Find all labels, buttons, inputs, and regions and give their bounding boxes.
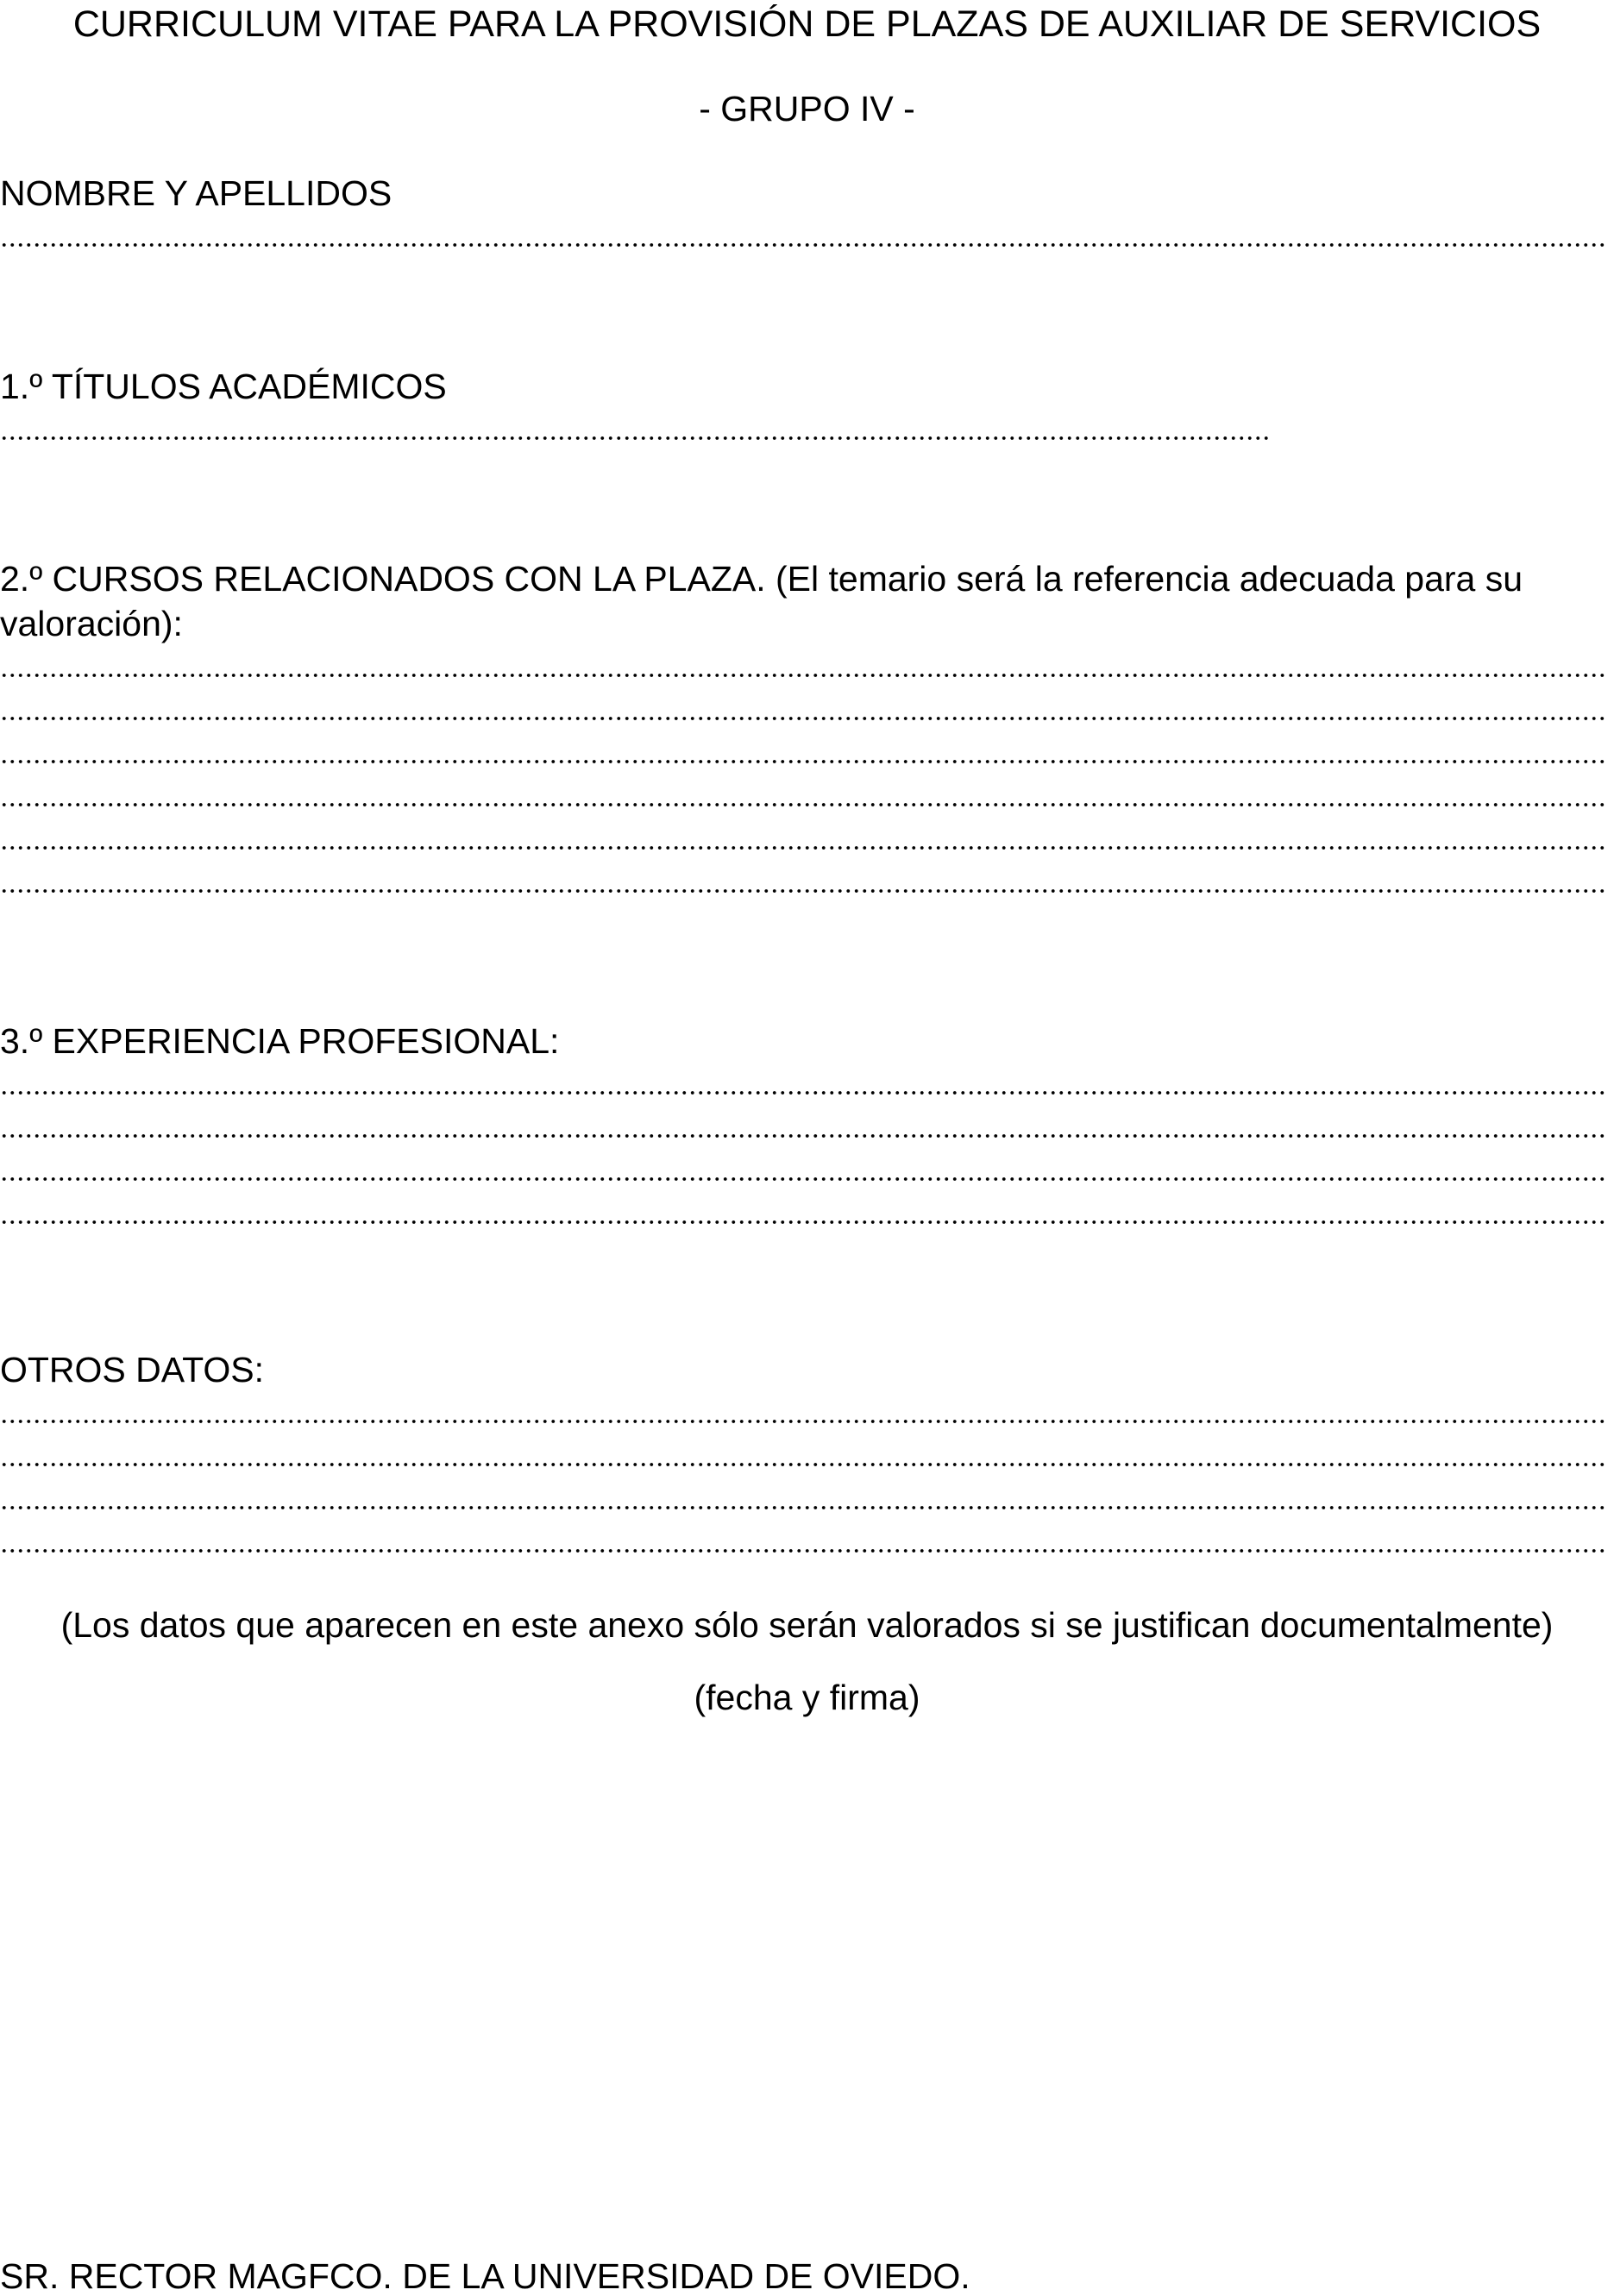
section-courses-heading — [0, 556, 1614, 601]
courses-fill-line[interactable] — [0, 716, 1606, 721]
document-subtitle: - GRUPO IV - — [699, 89, 915, 129]
courses-fill-line[interactable] — [0, 759, 1606, 764]
section-courses-line-2: valoración): — [0, 604, 183, 643]
date-signature-label: (fecha y firma) — [694, 1678, 920, 1717]
other-data-fill-line[interactable] — [0, 1419, 1606, 1424]
academic-titles-fill-line[interactable] — [0, 436, 1272, 441]
experience-fill-line[interactable] — [0, 1176, 1606, 1182]
document-title: CURRICULUM VITAE PARA LA PROVISIÓN DE PLAZAS DE AUXILIAR DE SERVICIOS — [72, 3, 1542, 45]
courses-fill-line[interactable] — [0, 845, 1606, 850]
name-label: NOMBRE Y APELLIDOS — [0, 173, 393, 213]
section-other-data: OTROS DATOS: — [0, 1350, 265, 1390]
courses-fill-line[interactable] — [0, 888, 1606, 894]
other-data-fill-line[interactable] — [0, 1505, 1606, 1510]
courses-fill-line[interactable] — [0, 673, 1606, 678]
experience-fill-line[interactable] — [0, 1090, 1606, 1095]
experience-fill-line[interactable] — [0, 1220, 1606, 1225]
other-data-fill-line[interactable] — [0, 1548, 1606, 1553]
section-courses-line-1: 2.º CURSOS RELACIONADOS CON LA PLAZA. (El temario será la referencia adecuada para su — [0, 559, 1523, 599]
experience-fill-line[interactable] — [0, 1133, 1606, 1139]
courses-fill-line[interactable] — [0, 802, 1606, 807]
name-fill-line[interactable] — [0, 242, 1606, 248]
section-academic-titles: 1.º TÍTULOS ACADÉMICOS — [0, 367, 447, 406]
section-professional-experience: 3.º EXPERIENCIA PROFESIONAL: — [0, 1021, 560, 1061]
other-data-fill-line[interactable] — [0, 1462, 1606, 1467]
documentation-note: (Los datos que aparecen en este anexo sólo serán valorados si se justifican documentalmente) — [60, 1605, 1554, 1645]
addressee: SR. RECTOR MAGFCO. DE LA UNIVERSIDAD DE OVIEDO. — [0, 2256, 970, 2296]
